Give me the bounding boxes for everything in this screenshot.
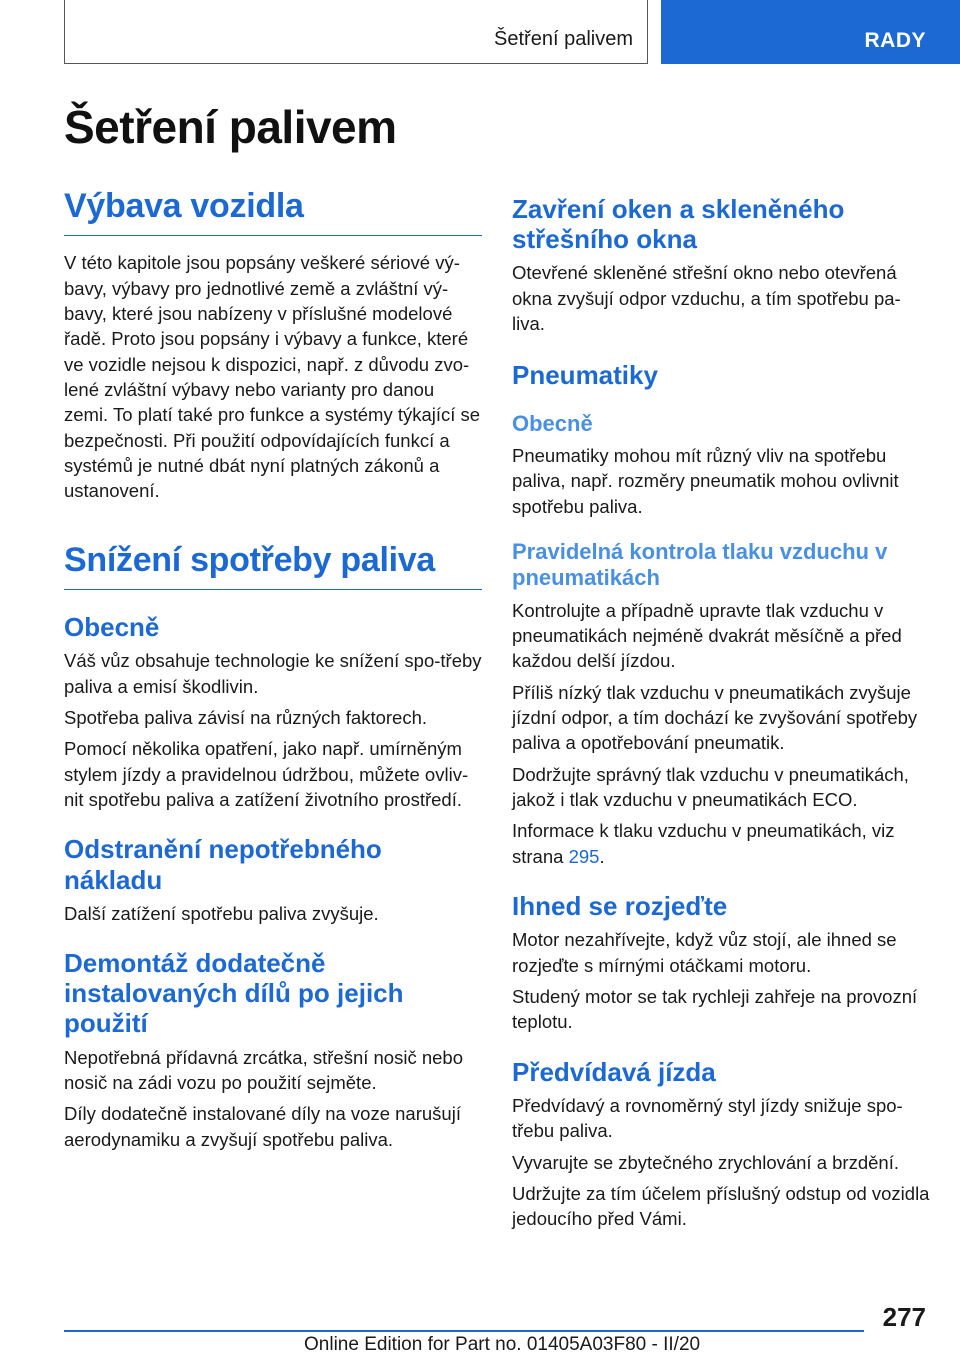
minor-heading-pneu-obecne: Obecně <box>512 410 593 436</box>
subheading-naklad: Odstranění nepotřebného nákladu <box>64 834 382 895</box>
subheading-demontaz: Demontáž dodatečně instalovaných dílů po jejich použití <box>64 948 404 1039</box>
subheading-okna: Zavření oken a skleněného střešního okna <box>512 194 845 255</box>
left-column <box>64 188 482 1152</box>
jizda-p1: Předvídavý a rovnoměrný styl jízdy snižuje spo-třebu paliva. <box>512 1094 903 1142</box>
tlak-p4-end: . <box>599 845 605 867</box>
header-chapter-tab[interactable] <box>661 0 960 64</box>
demontaz-p1: Nepotřebná přídavná zrcátka, střešní nosič nebo nosič na zádi vozu po použití sejměte. <box>64 1046 464 1093</box>
right-column <box>512 194 932 1232</box>
page-title: Šetření palivem <box>64 101 397 153</box>
header-section-box <box>64 0 648 64</box>
snizeni-p2: Spotřeba paliva závisí na různých faktorech. <box>64 707 427 729</box>
tlak-p2: Příliš nízký tlak vzduchu v pneumatikách zvyšuje jízdní odpor, a tím dochází ke zvyšování spotřeby paliva a opotřebování pneumatik. <box>512 681 918 754</box>
naklad-text: Další zatížení spotřebu paliva zvyšuje. <box>64 902 379 924</box>
snizeni-p1: Váš vůz obsahuje technologie ke snížení spo-třeby paliva a emisí škodlivin. <box>64 650 482 697</box>
subheading-jizda: Předvídavá jízda <box>512 1056 716 1087</box>
subheading-pneumatiky: Pneumatiky <box>512 360 658 391</box>
tlak-p4 <box>512 818 932 869</box>
subheading-ihned: Ihned se rozjeďte <box>512 891 728 922</box>
footer-edition <box>304 1334 700 1356</box>
jizda-p3: Udržujte za tím účelem příslušný odstup od vozidla jedoucího před Vámi. <box>512 1182 930 1230</box>
snizeni-p3: Pomocí několika opatření, jako např. umírněným stylem jízdy a pravidelnou údržbou, můžete ovliv-nit spotřebu paliva a zatížení životního prostředí. <box>64 738 469 811</box>
tlak-p3: Dodržujte správný tlak vzduchu v pneumatikách, jakož i tlak vzduchu v pneumatikách ECO. <box>512 763 909 811</box>
pneu-obecne-text: Pneumatiky mohou mít různý vliv na spotřebu paliva, např. rozměry pneumatik mohou ovlivnit spotřebu paliva. <box>512 444 899 517</box>
section-heading-snizeni: Snížení spotřeby paliva <box>64 542 482 590</box>
subheading-obecne: Obecně <box>64 612 160 643</box>
tlak-p1: Kontrolujte a případně upravte tlak vzduchu v pneumatikách nejméně dvakrát měsíčně a před každou delší jízdou. <box>512 599 902 672</box>
okna-text: Otevřené skleněné střešní okno nebo otevřená okna zvyšují odpor vzduchu, a tím spotřebu pa-liva. <box>512 262 901 334</box>
vybava-text: V této kapitole jsou popsány veškeré sériové vý-bavy, výbavy pro jednotlivé země a zvláštní vý-bavy, které jsou nabízeny v příslušné modelové řadě. Proto jsou popsány i výbavy a funkce, které ve vozidle nejsou k dispozici, např. z důvodu zvo-lené zvláštní výbavy nebo varianty pro danou zemi. To platí také pro funkce a systémy týkající se bezpečnosti. Při použití odpovídajících funkcí a systémů je nutné dbát nyní platných zákonů a ustanovení. <box>64 252 481 502</box>
footer-edition-text: Online Edition for Part no. 01405A03F80 - II/20 <box>304 1334 701 1355</box>
demontaz-p2: Díly dodatečně instalované díly na voze narušují aerodynamiku a zvyšují spotřebu paliva. <box>64 1103 461 1150</box>
section-heading-vybava: Výbava vozidla <box>64 188 482 236</box>
header-chapter-label: RADY <box>864 29 926 52</box>
page-number: 277 <box>882 1302 926 1332</box>
jizda-p2: Vyvarujte se zbytečného zrychlování a brzdění. <box>512 1151 899 1173</box>
ihned-p1: Motor nezahřívejte, když vůz stojí, ale ihned se rozjeďte s mírnými otáčkami motoru. <box>512 929 897 976</box>
footer-divider <box>64 1330 864 1332</box>
ihned-p2: Studený motor se tak rychleji zahřeje na provozní teplotu. <box>512 985 918 1033</box>
page-link-295[interactable]: 295 <box>568 845 600 867</box>
header-section-title: Šetření palivem <box>494 28 633 50</box>
minor-heading-tlak: Pravidelná kontrola tlaku vzduchu v pneumatikách <box>512 538 888 591</box>
tlak-p4-text: Informace k tlaku vzduchu v pneumatikách, viz strana <box>512 820 895 867</box>
